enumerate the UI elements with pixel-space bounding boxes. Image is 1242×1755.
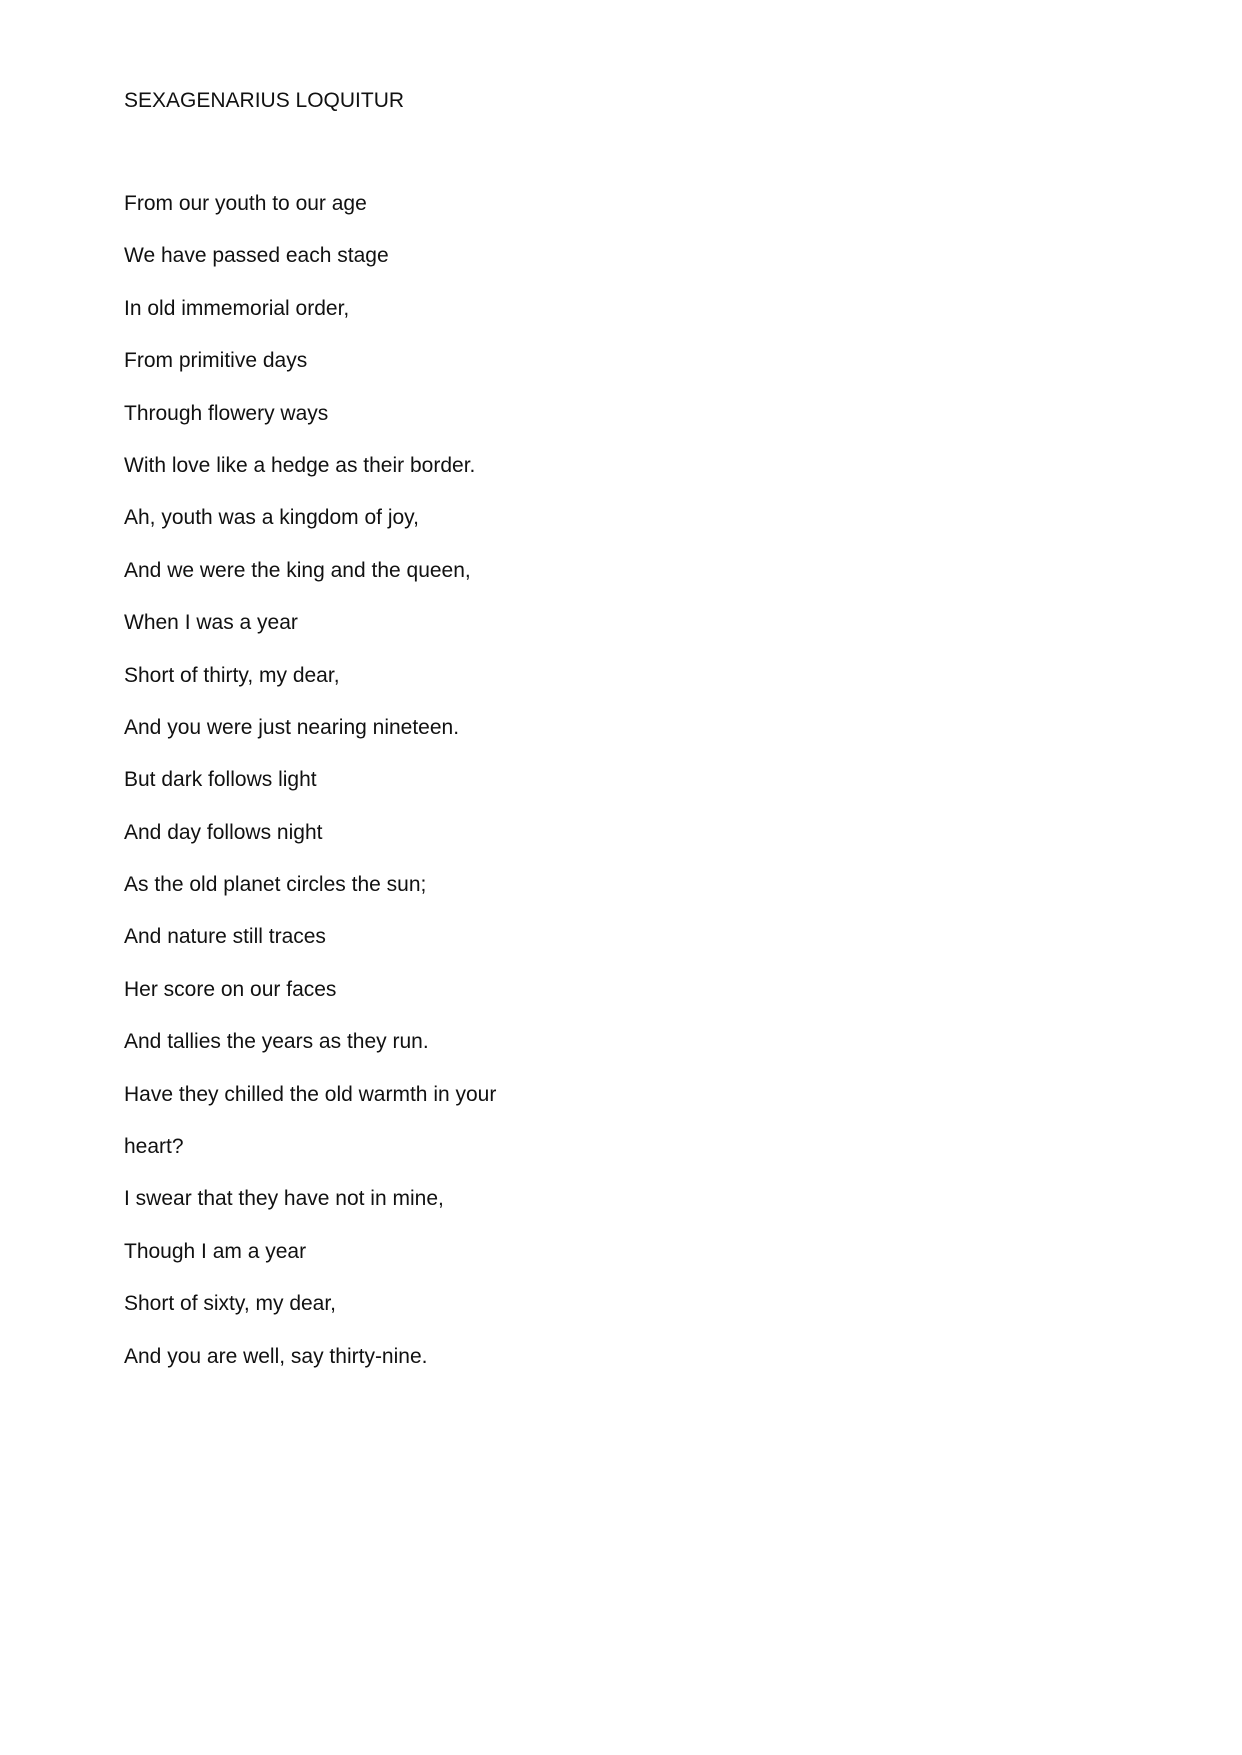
- poem-line: From our youth to our age: [124, 192, 367, 215]
- poem-line: And day follows night: [124, 820, 323, 844]
- poem-line: Have they chilled the old warmth in your: [124, 1082, 497, 1106]
- poem-body: [124, 189, 496, 1394]
- poem-line: And you are well, say thirty-nine.: [124, 1344, 428, 1368]
- poem-line: Her score on our faces: [124, 977, 337, 1001]
- poem-line: And nature still traces: [124, 925, 326, 949]
- poem-line: From primitive days: [124, 349, 308, 373]
- poem-line: heart?: [124, 1135, 184, 1159]
- poem-line: And you were just nearing nineteen.: [124, 715, 460, 739]
- poem-line: In old immemorial order,: [124, 296, 350, 320]
- poem-line: I swear that they have not in mine,: [124, 1187, 444, 1211]
- poem-line: With love like a hedge as their border.: [124, 453, 476, 477]
- poem-line: Ah, youth was a kingdom of joy,: [124, 506, 419, 530]
- poem-line: Through flowery ways: [124, 401, 329, 425]
- poem-line: Short of sixty, my dear,: [124, 1292, 337, 1316]
- poem-title: SEXAGENARIUS LOQUITUR: [124, 89, 405, 112]
- poem-line: As the old planet circles the sun;: [124, 873, 427, 897]
- poem-line: We have passed each stage: [124, 244, 389, 268]
- poem-line: Short of thirty, my dear,: [124, 663, 340, 687]
- poem-line: And tallies the years as they run.: [124, 1030, 429, 1054]
- poem-line: Though I am a year: [124, 1239, 307, 1263]
- poem-line: When I was a year: [124, 611, 298, 635]
- poem-line: And we were the king and the queen,: [124, 558, 471, 582]
- poem-line: But dark follows light: [124, 768, 317, 792]
